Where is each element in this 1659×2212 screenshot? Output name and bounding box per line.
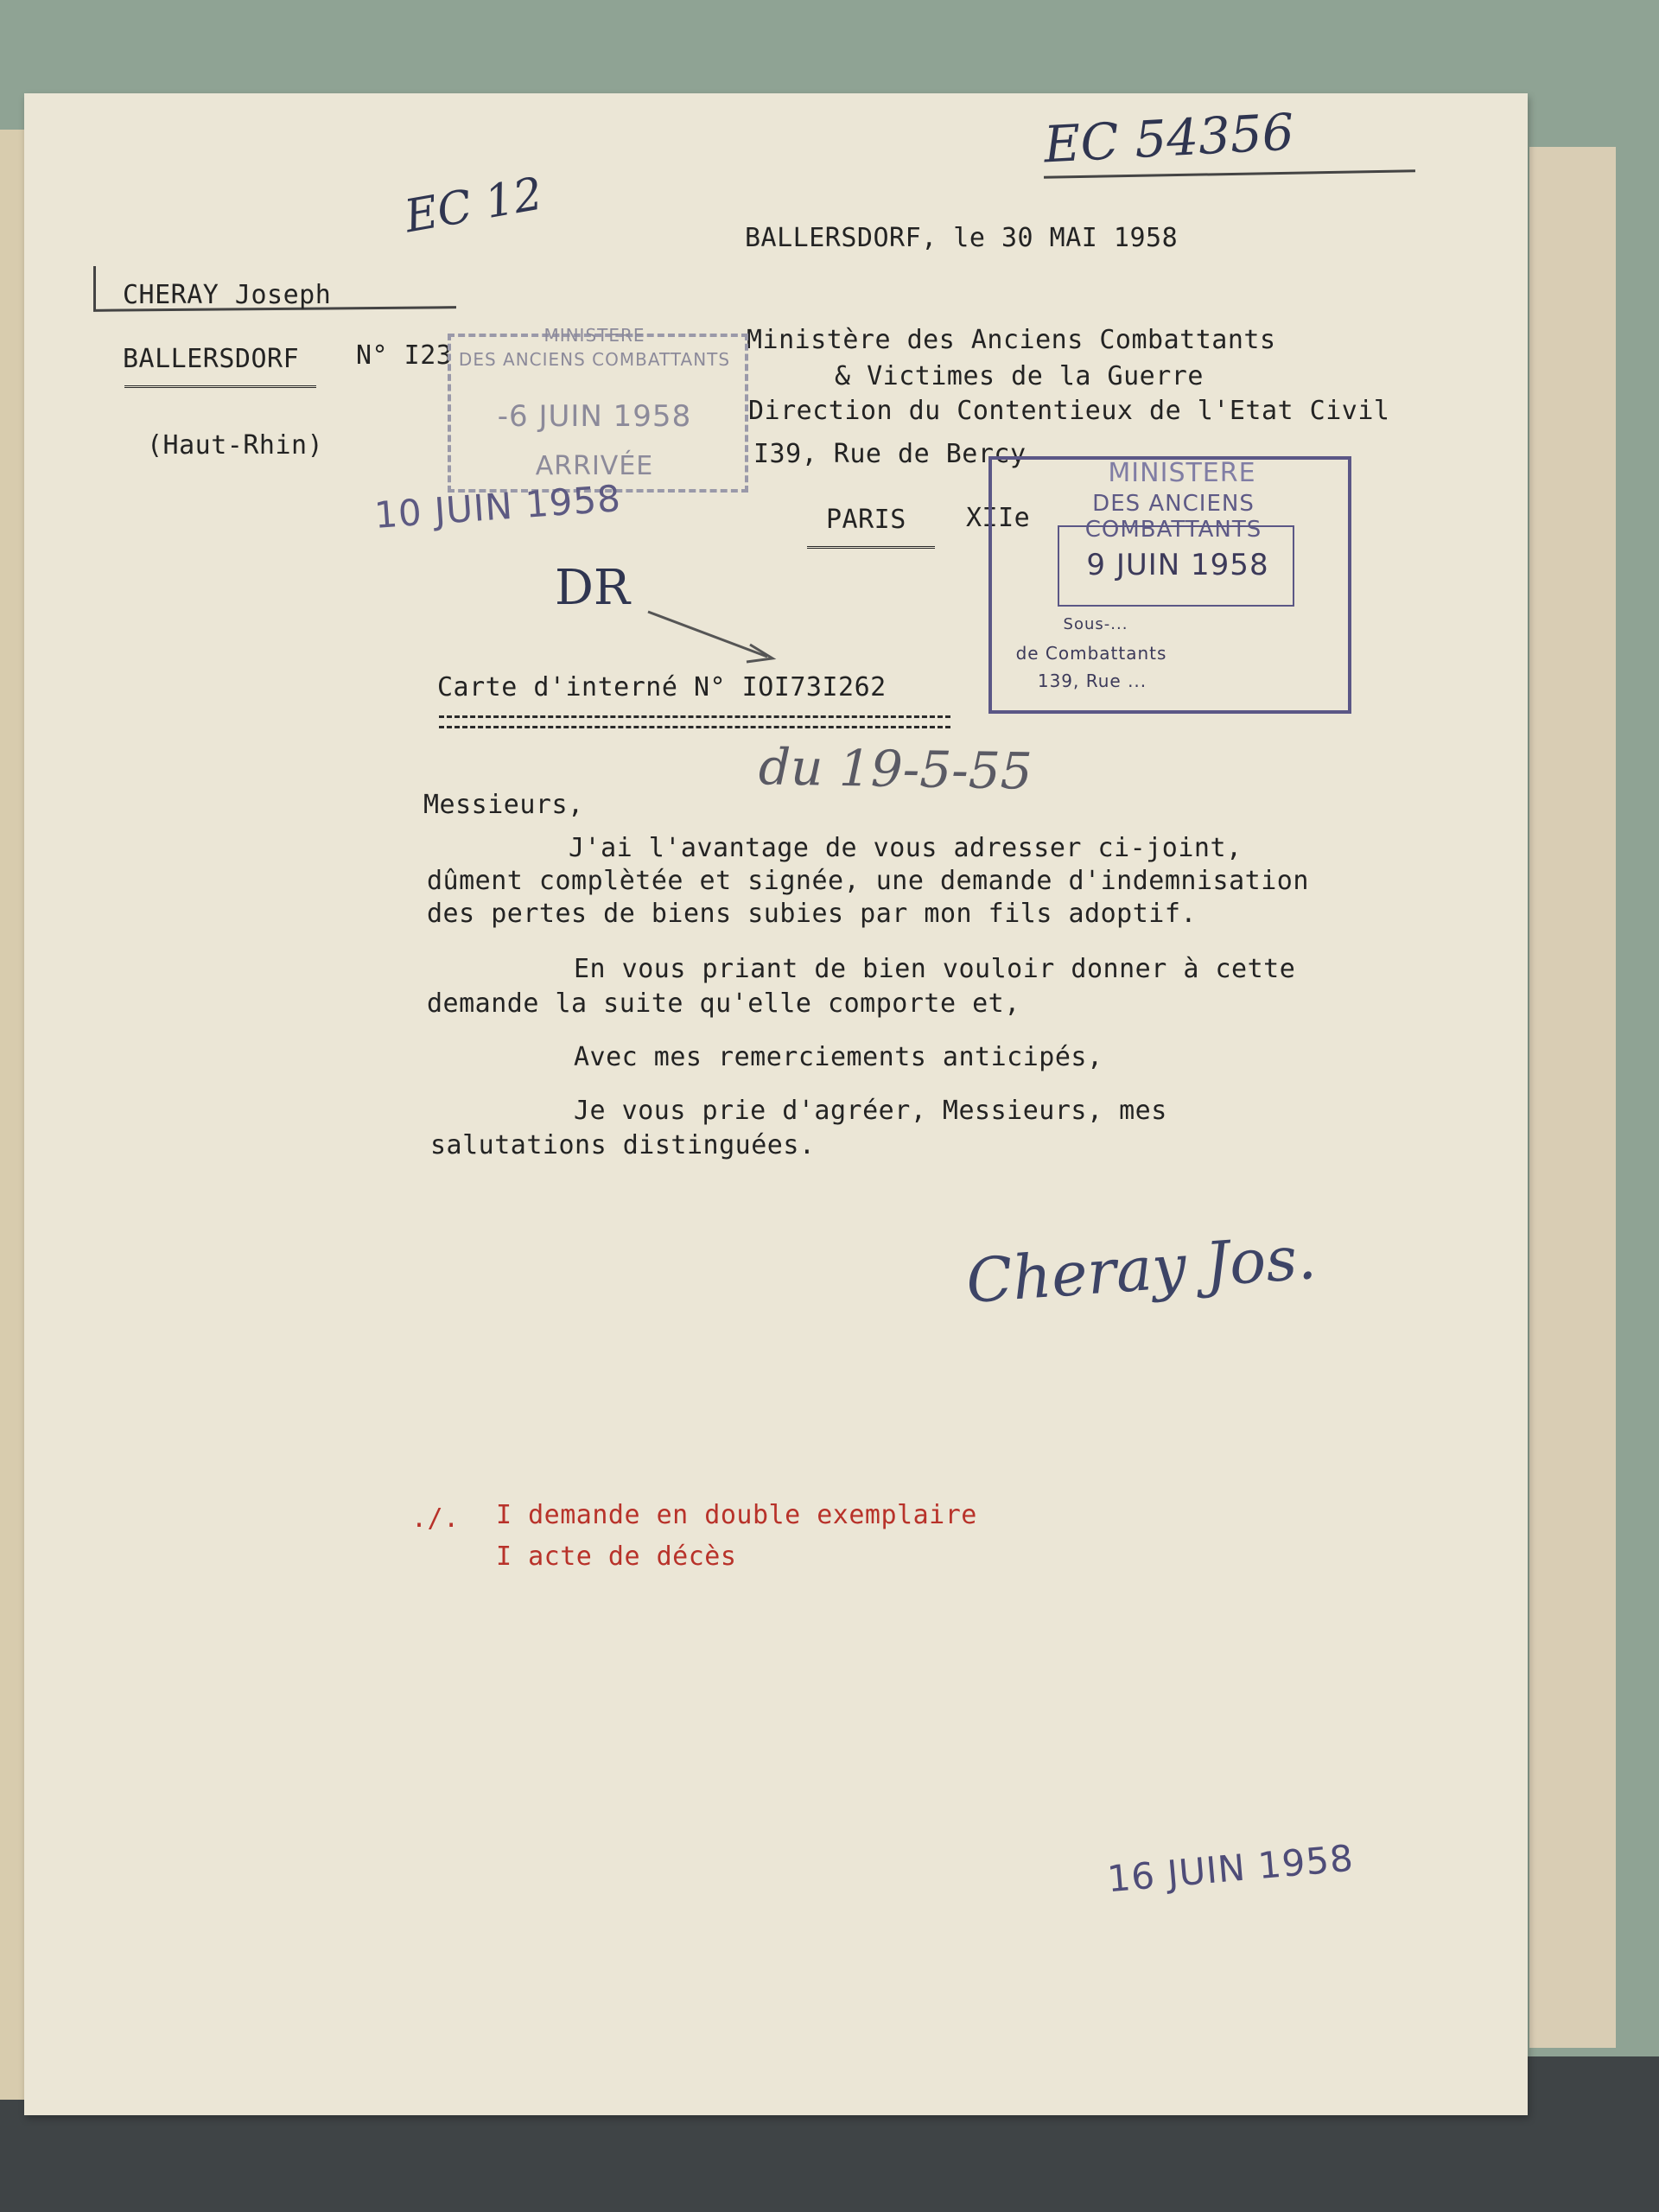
margin-note: EC 12 (401, 168, 547, 244)
handwritten-initials: DR (555, 560, 631, 616)
reference-line: Carte d'interné N° IOI73I262 (437, 672, 887, 702)
reference-underline-2 (439, 726, 950, 728)
sender-place: BALLERSDORF (123, 344, 300, 374)
recipient-city-underline (807, 546, 935, 552)
body-p2-line2: demande la suite qu'elle comporte et, (427, 988, 1020, 1019)
ministry-stamp-date: 9 JUIN 1958 (1086, 548, 1269, 582)
recipient-line4: I39, Rue de Bercy (753, 439, 1027, 469)
ministry-stamp-line4: de Combattants (1015, 643, 1167, 664)
letter-page (24, 93, 1528, 2115)
ministry-stamp-line1: MINISTERE (1108, 458, 1256, 488)
signature: Cheray Jos. (963, 1221, 1319, 1318)
arrival-stamp-top: MINISTERE (543, 325, 645, 346)
ministry-stamp-line3: Sous-... (1063, 615, 1128, 633)
body-p1-line3: des pertes de biens subies par mon fils adoptif. (427, 899, 1197, 929)
sender-bracket-vertical (93, 266, 96, 309)
arrival-date-stamp: 10 JUIN 1958 (372, 477, 623, 537)
sender-place-underline (124, 385, 316, 391)
enclosure-item-2: I acte de décès (496, 1541, 737, 1572)
recipient-district: XIIe (966, 503, 1031, 533)
sender-region: (Haut-Rhin) (147, 430, 324, 461)
enclosure-marker: ./. (411, 1503, 460, 1534)
recipient-line2: & Victimes de la Guerre (835, 361, 1204, 391)
body-p3: Avec mes remerciements anticipés, (574, 1042, 1103, 1072)
recipient-line1: Ministère des Anciens Combattants (747, 325, 1276, 355)
arrow-icon (646, 603, 785, 672)
body-p4-line2: salutations distinguées. (430, 1130, 816, 1160)
salutation: Messieurs, (423, 790, 584, 820)
body-p1-line2: dûment complètée et signée, une demande d'indemnisation (427, 866, 1309, 896)
recipient-city: PARIS (826, 505, 906, 535)
arrival-stamp-date: -6 JUIN 1958 (497, 399, 692, 434)
recipient-line3: Direction du Contentieux de l'Etat Civil (748, 396, 1390, 426)
handwritten-date-note: du 19-5-55 (758, 737, 1033, 801)
body-p1-line1: J'ai l'avantage de vous adresser ci-joint, (569, 833, 1243, 863)
reference-underline-1 (439, 715, 950, 718)
sender-name: CHERAY Joseph (123, 280, 332, 310)
body-p4-line1: Je vous prie d'agréer, Messieurs, mes (574, 1096, 1167, 1126)
ministry-stamp-line2: DES ANCIENS COMBATTANTS (1084, 491, 1262, 543)
enclosure-item-1: I demande en double exemplaire (496, 1500, 977, 1530)
arrival-stamp-bottom: ARRIVÉE (535, 451, 654, 481)
received-date-stamp: 16 JUIN 1958 (1105, 1836, 1356, 1901)
ministry-stamp-line5: 139, Rue ... (1037, 671, 1147, 691)
date-line: BALLERSDORF, le 30 MAI 1958 (745, 223, 1179, 253)
body-p2-line1: En vous priant de bien vouloir donner à cette (574, 954, 1296, 984)
archive-number: EC 54356 (1042, 102, 1296, 175)
sender-number: N° I23 (356, 340, 453, 371)
underlying-sheet (1529, 147, 1616, 2048)
arrival-stamp-middle: DES ANCIENS COMBATTANTS (458, 349, 731, 370)
